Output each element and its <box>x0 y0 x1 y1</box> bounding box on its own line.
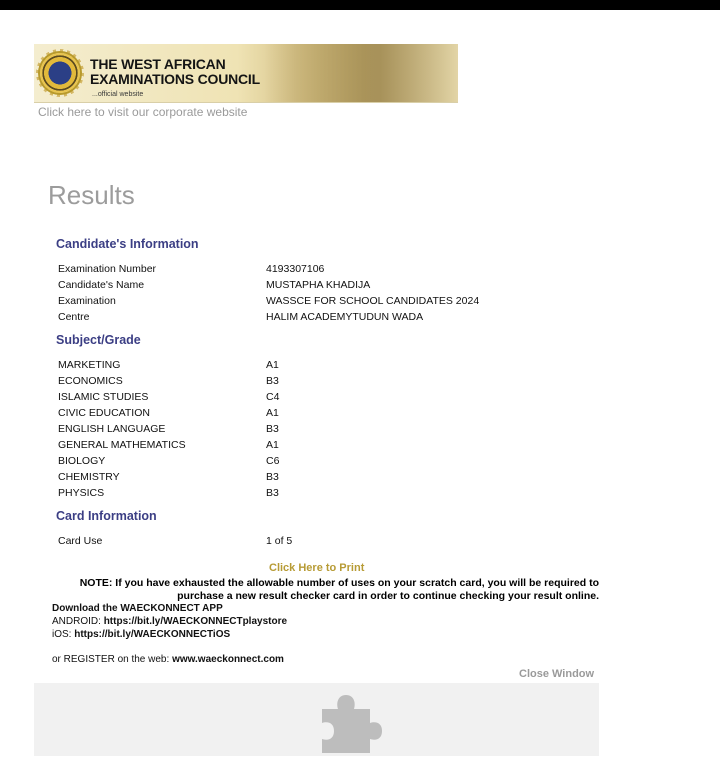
subject-grade: A1 <box>266 407 279 419</box>
row-value: 4193307106 <box>266 263 325 275</box>
page-title: Results <box>48 180 135 210</box>
corporate-website-link[interactable]: Click here to visit our corporate website <box>38 105 248 119</box>
register-line <box>52 654 284 665</box>
subject-name: CIVIC EDUCATION <box>58 407 150 419</box>
subject-grade: B3 <box>266 375 279 387</box>
row-value: HALIM ACADEMYTUDUN WADA <box>266 311 424 323</box>
android-line <box>52 616 287 627</box>
card-use-value: 1 of 5 <box>266 535 293 547</box>
row-label: Card Use <box>58 535 103 547</box>
subject-name: PHYSICS <box>58 487 105 499</box>
subject-grade: A1 <box>266 359 279 371</box>
banner-photo <box>264 44 458 102</box>
banner-tagline: ...official website <box>92 91 144 98</box>
subject-grade: B3 <box>266 487 279 499</box>
subject-name: BIOLOGY <box>58 455 106 467</box>
subject-name: GENERAL MATHEMATICS <box>58 439 186 451</box>
row-label: Candidate's Name <box>58 279 145 291</box>
org-name: THE WEST AFRICAN EXAMINATIONS COUNCIL <box>90 56 260 87</box>
subject-name: CHEMISTRY <box>58 471 120 483</box>
row-label: Centre <box>58 311 90 323</box>
top-black-bar <box>0 0 720 10</box>
subject-grade-heading: Subject/Grade <box>56 333 141 347</box>
close-window-button[interactable]: Close Window <box>519 668 595 680</box>
register-label: or REGISTER on the web: <box>52 654 170 665</box>
ios-label: iOS: <box>52 629 72 640</box>
download-app-text: Download the WAECKONNECT APP <box>52 603 223 614</box>
row-value: MUSTAPHA KHADIJA <box>266 279 371 291</box>
subject-grade: C6 <box>266 455 280 467</box>
subject-name: ECONOMICS <box>58 375 123 387</box>
subject-name: ISLAMIC STUDIES <box>58 391 149 403</box>
scratch-card-note <box>54 577 599 603</box>
subject-grade: A1 <box>266 439 279 451</box>
card-info-heading: Card Information <box>56 509 157 523</box>
row-label: Examination Number <box>58 263 157 275</box>
ios-link[interactable]: https://bit.ly/WAECKONNECTiOS <box>74 629 231 640</box>
subject-name: MARKETING <box>58 359 121 371</box>
register-link[interactable]: www.waeckonnect.com <box>172 654 284 665</box>
puzzle-piece-icon <box>318 691 384 753</box>
android-link[interactable]: https://bit.ly/WAECKONNECTplaystore <box>103 616 288 627</box>
waec-seal-core <box>40 53 80 93</box>
waec-banner[interactable] <box>34 44 458 103</box>
row-value: WASSCE FOR SCHOOL CANDIDATES 2024 <box>266 295 480 307</box>
subject-grade: C4 <box>266 391 280 403</box>
note-text: If you have exhausted the allowable number of uses on your scratch card, you will be required to purchase a new result checker card in order to continue checking your result online. <box>115 577 599 602</box>
ios-line <box>52 629 230 640</box>
missing-plugin-placeholder[interactable] <box>34 683 599 756</box>
subject-grade: B3 <box>266 471 279 483</box>
row-label: Examination <box>58 295 116 307</box>
subject-grade: B3 <box>266 423 279 435</box>
subject-name: ENGLISH LANGUAGE <box>58 423 166 435</box>
candidate-info-heading: Candidate's Information <box>56 237 199 251</box>
note-label: NOTE: <box>79 577 113 589</box>
android-label: ANDROID: <box>52 616 101 627</box>
print-link[interactable]: Click Here to Print <box>269 562 365 574</box>
